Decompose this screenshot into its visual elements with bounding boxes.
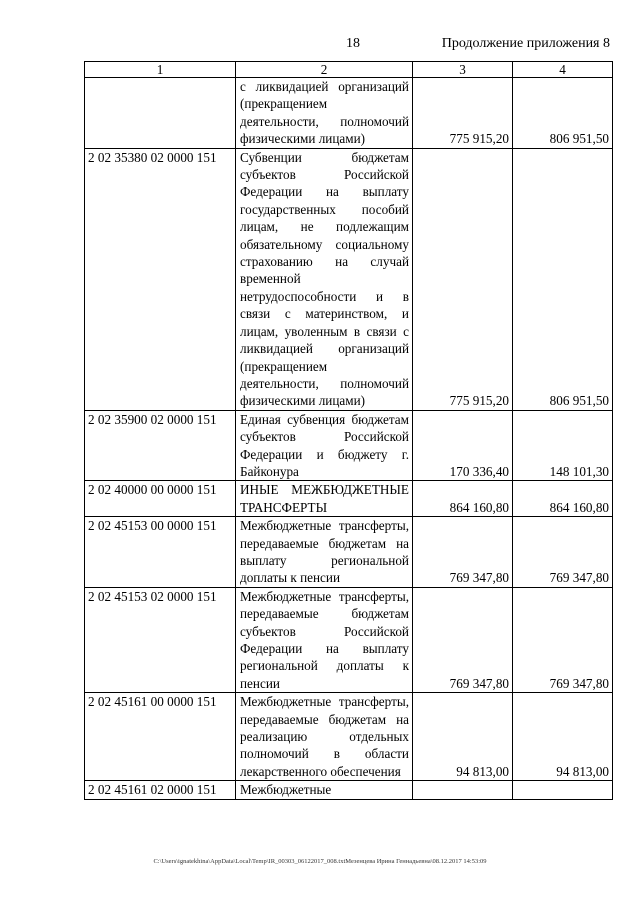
- amount-cell: 769 347,80: [513, 587, 613, 692]
- description-cell: Межбюджетные трансферты, передаваемые бюджетам субъектов Российской Федерации на выплату региональной доплаты к пенсии: [236, 587, 413, 692]
- page-number: 18: [346, 36, 360, 51]
- amount-cell: 806 951,50: [513, 78, 613, 149]
- description-cell: Межбюджетные: [236, 781, 413, 799]
- amount-cell: 170 336,40: [413, 410, 513, 481]
- budget-table: [84, 61, 613, 800]
- amount-cell: 769 347,80: [413, 517, 513, 588]
- table-row: [85, 517, 613, 588]
- amount-cell: [513, 781, 613, 799]
- continuation-label: Продолжение приложения 8: [441, 36, 610, 51]
- budget-code-cell: 2 02 35900 02 0000 151: [85, 410, 236, 481]
- column-number-row: [85, 62, 613, 78]
- amount-cell: 769 347,80: [413, 587, 513, 692]
- description-cell: Межбюджетные трансферты, передаваемые бюджетам на выплату региональной доплаты к пенсии: [236, 517, 413, 588]
- table-row: [85, 78, 613, 149]
- file-path-footer: C:\Users\ignatekhina\AppData\Local\Temp\IR_00303_06122017_008.txtМезенцева Ирина Геннадьевна\08.12.2017 14:53:09: [153, 858, 487, 865]
- amount-cell: 775 915,20: [413, 148, 513, 410]
- amount-cell: 775 915,20: [413, 78, 513, 149]
- budget-code-cell: 2 02 45161 02 0000 151: [85, 781, 236, 799]
- amount-cell: 769 347,80: [513, 517, 613, 588]
- column-number: 3: [413, 62, 513, 78]
- column-number: 4: [513, 62, 613, 78]
- budget-code-cell: 2 02 35380 02 0000 151: [85, 148, 236, 410]
- budget-code-cell: 2 02 40000 00 0000 151: [85, 481, 236, 517]
- table-row: [85, 481, 613, 517]
- column-number: 1: [85, 62, 236, 78]
- description-cell: ИНЫЕ МЕЖБЮДЖЕТНЫЕ ТРАНСФЕРТЫ: [236, 481, 413, 517]
- table-row: [85, 693, 613, 781]
- table-row: [85, 587, 613, 692]
- description-cell: Субвенции бюджетам субъектов Российской Федерации на выплату государственных пособий лицам, не подлежащим обязательному социальному страхованию на случай временной нетрудоспособности и в связи с материнством, и лицам, уволенным в связи с ликвидацией организаций (прекращением деятельности, полномочий физическими лицами): [236, 148, 413, 410]
- amount-cell: 148 101,30: [513, 410, 613, 481]
- description-cell: Единая субвенция бюджетам субъектов Российской Федерации и бюджету г. Байконура: [236, 410, 413, 481]
- table-row: [85, 781, 613, 799]
- column-number: 2: [236, 62, 413, 78]
- budget-code-cell: 2 02 45153 02 0000 151: [85, 587, 236, 692]
- description-cell: с ликвидацией организаций (прекращением деятельности, полномочий физическими лицами): [236, 78, 413, 149]
- amount-cell: 864 160,80: [513, 481, 613, 517]
- amount-cell: 864 160,80: [413, 481, 513, 517]
- amount-cell: 806 951,50: [513, 148, 613, 410]
- description-cell: Межбюджетные трансферты, передаваемые бюджетам на реализацию отдельных полномочий в области лекарственного обеспечения: [236, 693, 413, 781]
- amount-cell: [413, 781, 513, 799]
- table-row: [85, 410, 613, 481]
- budget-code-cell: 2 02 45153 00 0000 151: [85, 517, 236, 588]
- amount-cell: 94 813,00: [513, 693, 613, 781]
- amount-cell: 94 813,00: [413, 693, 513, 781]
- budget-code-cell: [85, 78, 236, 149]
- budget-code-cell: 2 02 45161 00 0000 151: [85, 693, 236, 781]
- table-row: [85, 148, 613, 410]
